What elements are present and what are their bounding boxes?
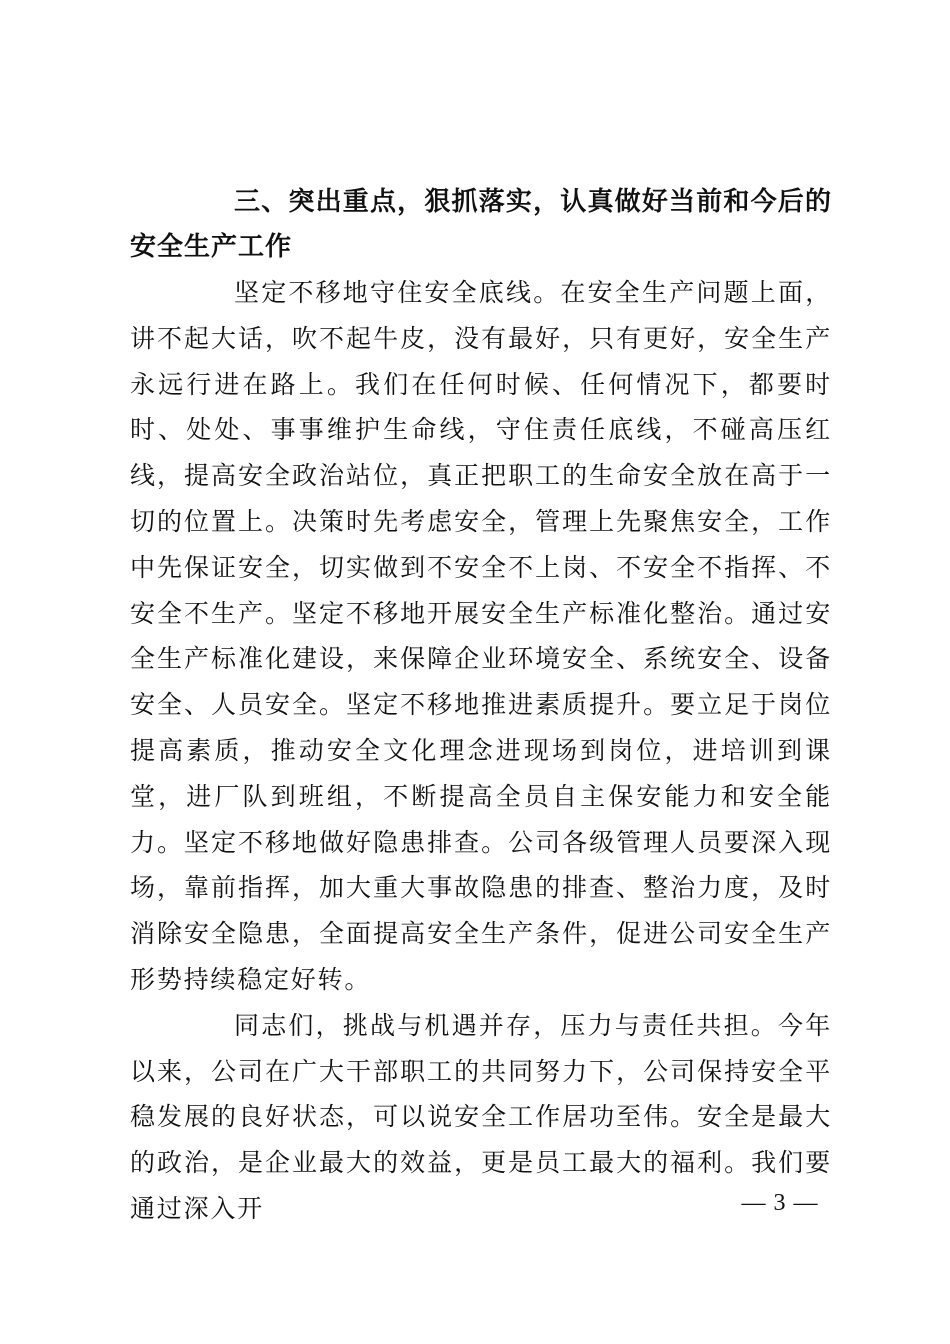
body-paragraph-1: 坚定不移地守住安全底线。在安全生产问题上面，讲不起大话，吹不起牛皮，没有最好，只有更好，安全生产永远行进在路上。我们在任何时候、任何情况下，都要时时、处处、事事维护生命线，守住责任底线，不碰高压红线，提高安全政治站位，真正把职工的生命安全放在高于一切的位置上。决策时先考虑安全，管理上先聚焦安全，工作中先保证安全，切实做到不安全不上岗、不安全不指挥、不安全不生产。坚定不移地开展安全生产标准化整治。通过安全生产标准化建设，来保障企业环境安全、系统安全、设备安全、人员安全。坚定不移地推进素质提升。要立足于岗位提高素质，推动安全文化理念进现场到岗位，进培训到课堂，进厂队到班组，不断提高全员自主保安能力和安全能力。坚定不移地做好隐患排查。公司各级管理人员要深入现场，靠前指挥，加大重大事故隐患的排查、整治力度，及时消除安全隐患，全面提高安全生产条件，促进公司安全生产形势持续稳定好转。 xyxy=(130,278,832,994)
section-heading: 三、突出重点，狠抓落实，认真做好当前和今后的安全生产工作 xyxy=(130,187,832,262)
page-number: — 3 — xyxy=(741,1190,819,1216)
body-paragraph-2: 同志们，挑战与机遇并存，压力与责任共担。今年以来，公司在广大干部职工的共同努力下，公司保持安全平稳发展的良好状态，可以说安全工作居功至伟。安全是最大的政治，是企业最大的效益，更是员工最大的福利。我们要通过深入开 xyxy=(130,1010,832,1223)
document-body xyxy=(130,180,832,1232)
